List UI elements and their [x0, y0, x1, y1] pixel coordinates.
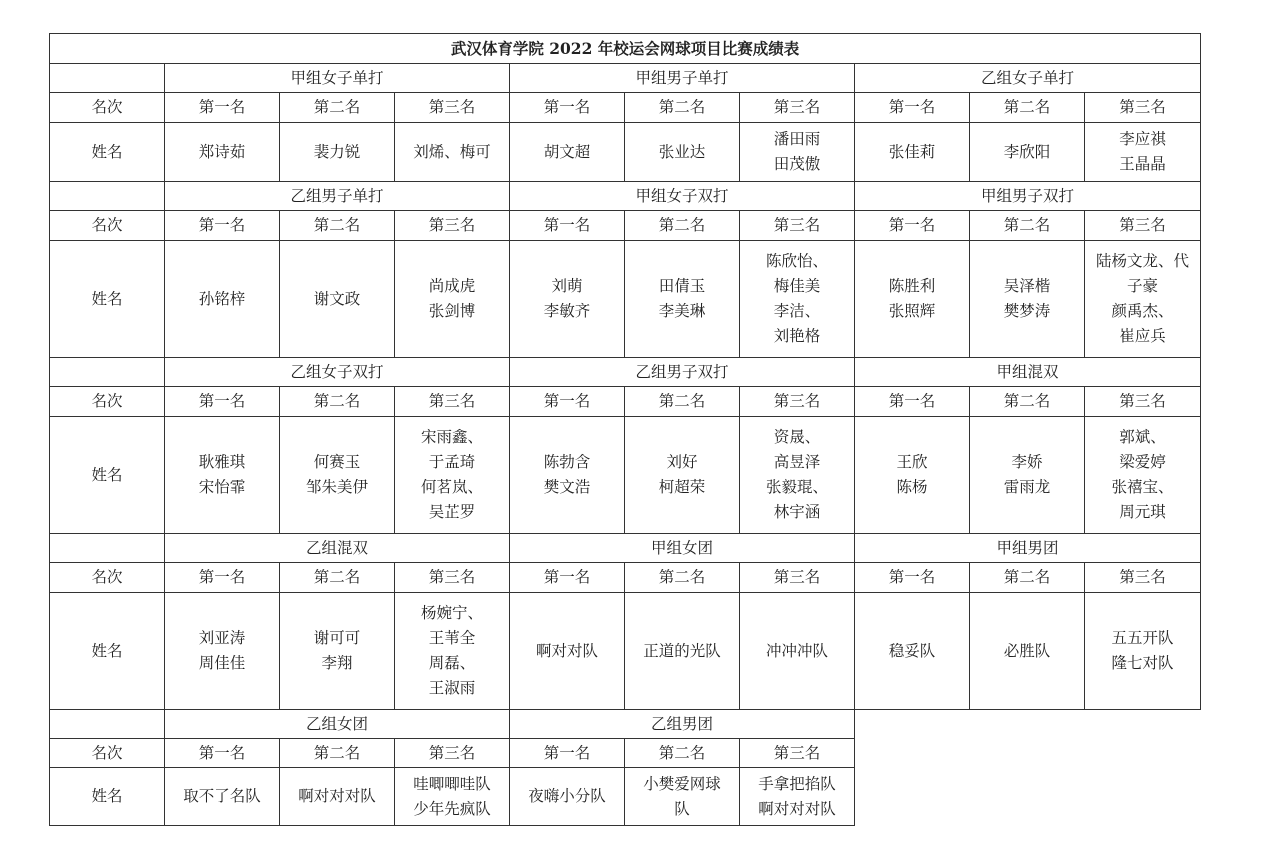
result-cell — [510, 241, 625, 358]
place-label: 第三名 — [740, 387, 855, 417]
result-line: 王苇全 — [428, 629, 476, 647]
place-label: 第二名 — [280, 387, 395, 417]
result-line: 张业达 — [658, 142, 706, 161]
result-cell — [740, 768, 855, 826]
result-line: 田茂傲 — [773, 155, 821, 173]
place-label: 第二名 — [970, 93, 1085, 123]
result-line: 刘亚涛 — [198, 629, 246, 647]
result-line: 刘萌 — [551, 277, 583, 295]
result-line: 潘田雨 — [773, 130, 821, 148]
result-line: 尚成虎 — [428, 277, 476, 295]
result-cell — [625, 417, 740, 534]
result-line: 刘好 — [666, 453, 698, 471]
place-label: 第三名 — [740, 563, 855, 593]
result-line: 何赛玉 — [313, 453, 361, 471]
result-cell — [395, 241, 510, 358]
result-line: 手拿把掐队 — [758, 774, 836, 793]
result-cell — [395, 768, 510, 826]
place-label: 第一名 — [855, 563, 970, 593]
place-label: 第一名 — [510, 93, 625, 123]
name-row-label: 姓名 — [50, 241, 165, 358]
result-line: 资晟、 — [773, 428, 821, 446]
place-label: 第二名 — [625, 211, 740, 241]
section-blank-cell — [50, 182, 165, 211]
result-line: 邹朱美伊 — [305, 478, 368, 496]
result-cell — [740, 417, 855, 534]
result-line: 田倩玉 — [658, 277, 706, 295]
rank-row-label: 名次 — [50, 387, 165, 417]
place-label: 第二名 — [280, 563, 395, 593]
place-label: 第二名 — [280, 739, 395, 768]
place-label: 第二名 — [970, 387, 1085, 417]
result-cell — [165, 593, 280, 710]
event-name: 乙组男子双打 — [510, 358, 855, 387]
name-row-label: 姓名 — [50, 123, 165, 182]
event-name: 甲组混双 — [855, 358, 1201, 387]
result-line: 吴芷罗 — [428, 503, 476, 521]
place-label: 第一名 — [165, 563, 280, 593]
place-label: 第二名 — [280, 211, 395, 241]
result-line: 梅佳美 — [773, 277, 821, 295]
section-blank-cell — [50, 64, 165, 93]
result-line: 小樊爱网球 — [643, 774, 721, 793]
result-line: 裴力锐 — [313, 142, 361, 161]
place-label: 第三名 — [395, 563, 510, 593]
result-line: 张禧宝、 — [1111, 478, 1174, 496]
result-cell — [855, 593, 970, 710]
result-line: 张照辉 — [888, 302, 936, 320]
result-line: 陈杨 — [896, 478, 928, 496]
result-line: 正道的光队 — [643, 641, 721, 660]
result-line: 李翔 — [321, 654, 353, 672]
section-blank-cell — [50, 534, 165, 563]
result-line: 耿雅琪 — [198, 453, 246, 471]
result-cell — [1085, 593, 1201, 710]
result-line: 何茗岚、 — [420, 478, 483, 496]
place-label: 第一名 — [855, 387, 970, 417]
place-label: 第三名 — [740, 739, 855, 768]
result-cell — [625, 768, 740, 826]
place-label: 第一名 — [855, 93, 970, 123]
empty-area — [855, 768, 1201, 826]
result-line: 必胜队 — [1003, 641, 1051, 660]
result-line: 雷雨龙 — [1003, 478, 1051, 496]
result-cell — [970, 241, 1085, 358]
event-name: 甲组男子单打 — [510, 64, 855, 93]
place-label: 第二名 — [625, 387, 740, 417]
event-name: 乙组女子双打 — [165, 358, 510, 387]
place-label: 第一名 — [855, 211, 970, 241]
result-cell — [625, 593, 740, 710]
result-line: 王淑雨 — [428, 679, 476, 697]
result-line: 五五开队 — [1111, 629, 1174, 647]
result-line: 谢文政 — [313, 289, 361, 308]
result-line: 樊文浩 — [543, 478, 591, 496]
place-label: 第二名 — [625, 563, 740, 593]
result-line: 柯超荣 — [658, 478, 706, 496]
name-row-label: 姓名 — [50, 417, 165, 534]
place-label: 第三名 — [740, 93, 855, 123]
place-label: 第三名 — [1085, 93, 1201, 123]
place-label: 第一名 — [510, 739, 625, 768]
result-line: 宋怡霏 — [198, 478, 246, 496]
place-label: 第一名 — [510, 563, 625, 593]
result-line: 周佳佳 — [198, 654, 246, 672]
result-line: 少年先疯队 — [413, 799, 491, 818]
result-cell — [1085, 417, 1201, 534]
result-cell — [625, 241, 740, 358]
result-cell — [510, 417, 625, 534]
result-line: 取不了名队 — [183, 787, 261, 805]
place-label: 第一名 — [165, 739, 280, 768]
result-line: 林宇涵 — [773, 503, 821, 521]
result-cell — [165, 768, 280, 826]
place-label: 第一名 — [510, 387, 625, 417]
place-label: 第一名 — [165, 93, 280, 123]
result-line: 刘烯、梅可 — [413, 142, 491, 161]
empty-area — [855, 739, 1201, 768]
section-blank-cell — [50, 710, 165, 739]
event-name: 乙组女团 — [165, 710, 510, 739]
result-line: 宋雨鑫、 — [420, 428, 483, 446]
result-cell — [280, 123, 395, 182]
result-line: 孙铭梓 — [198, 289, 246, 308]
result-line: 胡文超 — [543, 142, 591, 161]
result-line: 吴泽楷 — [1003, 277, 1051, 295]
result-cell — [970, 417, 1085, 534]
result-cell — [740, 241, 855, 358]
result-line: 周磊、 — [428, 654, 476, 672]
result-line: 啊对对对队 — [298, 787, 376, 805]
place-label: 第三名 — [395, 211, 510, 241]
result-line: 李洁、 — [773, 302, 821, 320]
result-cell — [280, 241, 395, 358]
place-label: 第二名 — [625, 739, 740, 768]
result-cell — [395, 593, 510, 710]
result-line: 李美琳 — [658, 302, 706, 320]
place-label: 第二名 — [280, 93, 395, 123]
result-line: 子豪 — [1127, 277, 1159, 295]
event-name: 甲组男团 — [855, 534, 1201, 563]
result-cell — [970, 593, 1085, 710]
result-cell — [395, 123, 510, 182]
result-cell — [855, 241, 970, 358]
result-line: 刘艳格 — [773, 327, 821, 345]
result-line: 于孟琦 — [428, 453, 476, 471]
result-cell — [625, 123, 740, 182]
result-cell — [855, 417, 970, 534]
result-line: 李敏齐 — [543, 302, 591, 320]
result-line: 张剑博 — [428, 302, 476, 320]
event-name: 甲组女子单打 — [165, 64, 510, 93]
place-label: 第三名 — [395, 739, 510, 768]
result-line: 张毅琨、 — [765, 478, 828, 496]
result-line: 啊对对对队 — [758, 799, 836, 818]
place-label: 第三名 — [1085, 563, 1201, 593]
place-label: 第二名 — [970, 211, 1085, 241]
place-label: 第一名 — [165, 387, 280, 417]
event-name: 甲组男子双打 — [855, 182, 1201, 211]
result-line: 隆七对队 — [1111, 654, 1174, 672]
result-cell — [395, 417, 510, 534]
result-line: 周元琪 — [1119, 503, 1166, 521]
result-line: 陈欣怡、 — [765, 252, 828, 270]
result-line: 李应祺 — [1119, 130, 1166, 148]
result-line: 高昱泽 — [773, 453, 821, 471]
result-line: 李娇 — [1011, 453, 1043, 471]
result-line: 李欣阳 — [1003, 142, 1051, 161]
result-line: 崔应兵 — [1119, 327, 1166, 345]
place-label: 第二名 — [970, 563, 1085, 593]
place-label: 第三名 — [740, 211, 855, 241]
result-cell — [1085, 241, 1201, 358]
rank-row-label: 名次 — [50, 211, 165, 241]
rank-row-label: 名次 — [50, 93, 165, 123]
result-line: 王欣 — [896, 453, 928, 471]
empty-area — [855, 710, 1201, 739]
result-line: 陈胜利 — [888, 277, 936, 295]
result-line: 队 — [674, 799, 690, 818]
place-label: 第三名 — [1085, 387, 1201, 417]
event-name: 乙组男团 — [510, 710, 855, 739]
rank-row-label: 名次 — [50, 563, 165, 593]
result-cell — [1085, 123, 1201, 182]
result-cell — [740, 593, 855, 710]
result-cell — [280, 593, 395, 710]
result-cell — [970, 123, 1085, 182]
result-line: 郑诗茹 — [198, 142, 246, 161]
result-cell — [165, 241, 280, 358]
event-name: 甲组女团 — [510, 534, 855, 563]
result-cell — [740, 123, 855, 182]
place-label: 第一名 — [510, 211, 625, 241]
result-line: 陆杨文龙、代 — [1096, 252, 1190, 270]
result-line: 郭斌、 — [1119, 428, 1166, 446]
result-cell — [510, 123, 625, 182]
result-cell — [280, 417, 395, 534]
result-line: 杨婉宁、 — [420, 604, 483, 622]
result-line: 梁爱婷 — [1119, 453, 1166, 471]
result-line: 哇唧唧哇队 — [413, 774, 491, 793]
section-blank-cell — [50, 358, 165, 387]
result-line: 王晶晶 — [1119, 155, 1166, 173]
table-title: 武汉体育学院 2022 年校运会网球项目比赛成绩表 — [50, 34, 1201, 64]
name-row-label: 姓名 — [50, 593, 165, 710]
result-cell — [165, 123, 280, 182]
result-line: 张佳莉 — [888, 142, 936, 161]
result-cell — [280, 768, 395, 826]
result-line: 樊梦涛 — [1003, 302, 1051, 320]
result-cell — [510, 593, 625, 710]
result-line: 啊对对队 — [535, 641, 598, 660]
event-name: 乙组女子单打 — [855, 64, 1201, 93]
result-line: 稳妥队 — [888, 641, 936, 660]
event-name: 甲组女子双打 — [510, 182, 855, 211]
place-label: 第三名 — [395, 93, 510, 123]
result-cell — [165, 417, 280, 534]
place-label: 第三名 — [395, 387, 510, 417]
result-cell — [510, 768, 625, 826]
result-line: 夜嗨小分队 — [528, 787, 606, 805]
result-line: 陈勃含 — [543, 453, 591, 471]
rank-row-label: 名次 — [50, 739, 165, 768]
name-row-label: 姓名 — [50, 768, 165, 826]
place-label: 第一名 — [165, 211, 280, 241]
place-label: 第三名 — [1085, 211, 1201, 241]
event-name: 乙组混双 — [165, 534, 510, 563]
results-table — [49, 33, 1201, 826]
result-cell — [855, 123, 970, 182]
place-label: 第二名 — [625, 93, 740, 123]
result-line: 冲冲冲队 — [765, 641, 828, 660]
event-name: 乙组男子单打 — [165, 182, 510, 211]
result-line: 颜禹杰、 — [1111, 302, 1174, 320]
result-line: 谢可可 — [313, 629, 361, 647]
